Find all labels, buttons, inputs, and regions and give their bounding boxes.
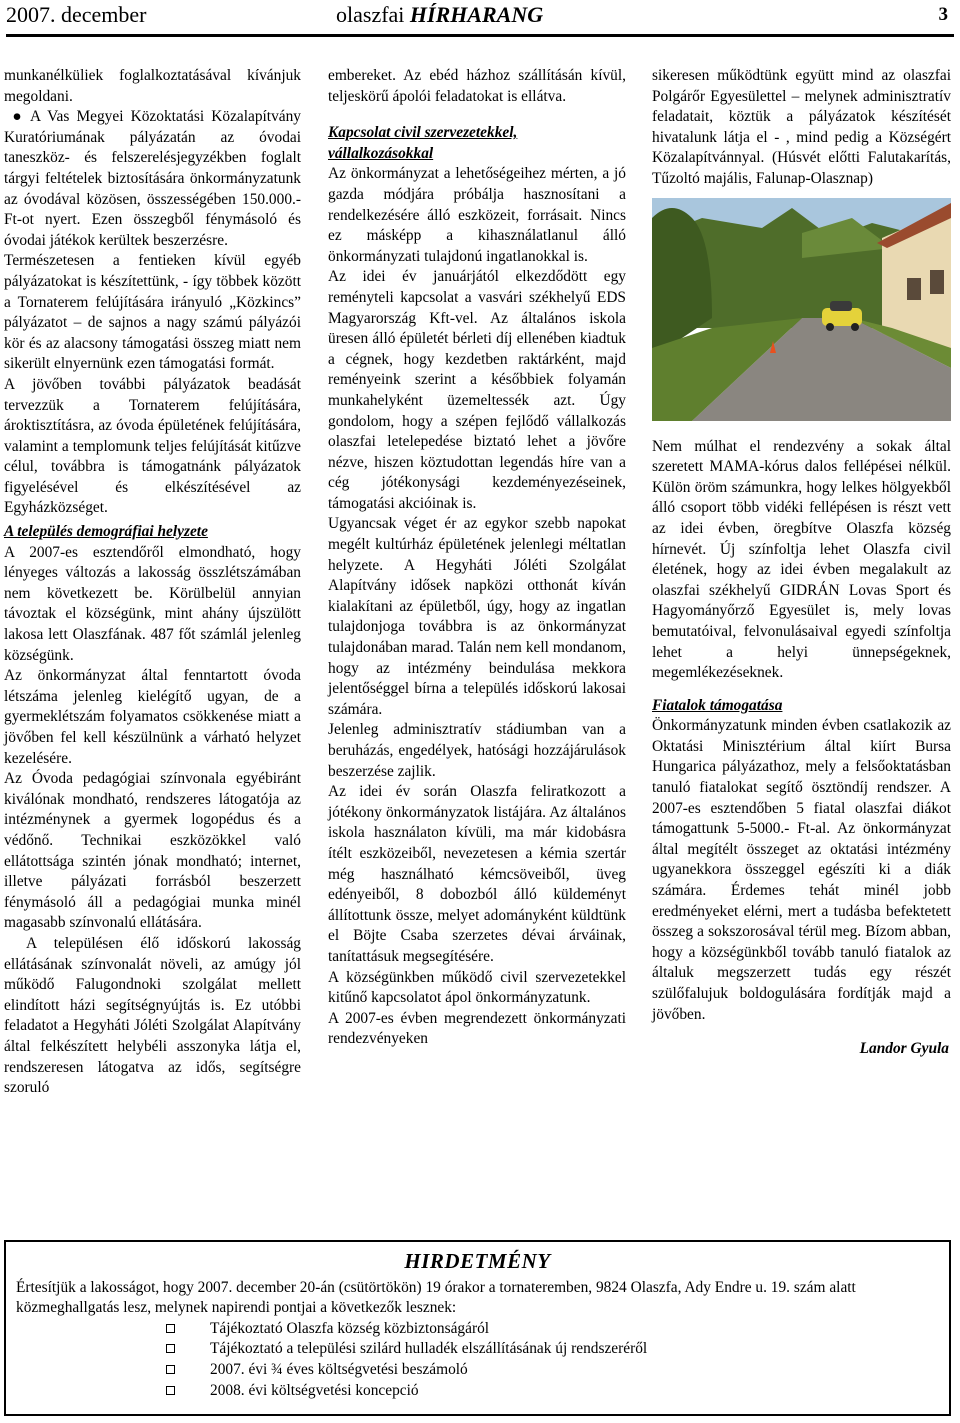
paragraph: Az idei év során Olaszfa feliratkozott a jótékony önkormányzatok listájára. Az általános iskola használaton kívüli, ma már kidobásra ítélt eszközeiből, nevezetesen a kémia szertár még használható kémcsöveiből, üveg edényeiből, 8 dobozból álló küldeményt állítottunk össze, melyet adományként küldtünk el Böjte Csaba szerzetes dévai árváinak, tanítattásuk megsegítésére. <box>328 783 626 965</box>
paragraph: Önkormányzatunk minden évben csatlakozik az Oktatási Minisztérium által kiírt Bursa Hungarica pályázathoz, mely a felsőoktatásban tanuló fiatalokat segítő ösztöndíj rendszer. A 2007-es esztendőben 5 fiatal olaszfai diákot támogattunk 5-5000.- Ft-al. Az önkormányzat által megítélt összeget az oktatási intézmény ugyanekkora összeggel egészíti ki a diák számára. Érdemes tehát minél jobb eredményeket elérni, mert a tudásba befektetett összeg a sokszorosával térül meg. Bízom abban, hogy a községünkből tovább tanuló fiatalok az általuk megszerzett tudás egy részét szülőfalujuk boldogulására fordítják majd a jövőben. <box>652 717 951 1023</box>
agenda-item <box>166 1360 949 1381</box>
agenda-item <box>166 1381 949 1402</box>
agenda-item <box>166 1319 949 1340</box>
announcement-text: Értesítjük a lakosságot, hogy 2007. december 20-án (csütörtökön) 19 órakor a tornateremben, 9824 Olaszfa, Ady Endre u. 19. szám alatt közmeghallgatás lesz, melynek napirendi pontjai a következők lesznek: <box>16 1278 856 1317</box>
section-title: Kapcsolat civil szervezetekkel, vállalkozásokkal <box>328 124 518 162</box>
agenda-item-text: 2008. évi költségvetési koncepció <box>210 1381 419 1399</box>
paragraph: Jelenleg adminisztratív stádiumban van a beruházás, engedélyek, hatósági hozzájárulások beszerzése zajlik. <box>328 721 626 780</box>
paragraph-text: A Vas Megyei Közoktatási Közalapítvány Kuratóriumának pályázatán az óvodai taneszköz- és felszerelésjegyzékben foglalt tárgyi feltételek biztosítására önkormányzatunk az óvodával közösen, összességében 150.000.-Ft-ot nyert. Ezen összegből fénymásoló és óvodai játékok kerültek beszerzésre. <box>4 108 301 249</box>
paragraph: Ugyancsak véget ér az egykor szebb napokat megélt kultúrház épületének jelenlegi méltatlan helyzete. A Hegyháti Jóléti Szolgálat Alapítvány idősek napközi otthonát kíván kialakítani az épületből, úgy, hogy az ingatlan tulajdonjoga továbbra is az önkormányzat tulajdonában marad. Talán nem kell mondanom, hogy az intézmény beindulása mekkora jelentőséggel bírna a település időskorú lakosai számára. <box>328 515 626 718</box>
issue-date: 2007. december <box>6 2 147 27</box>
section-title: Fiatalok támogatása <box>652 696 783 714</box>
column-3 <box>652 66 951 1060</box>
square-bullet-icon <box>166 1324 175 1333</box>
paragraph: A jövőben további pályázatok beadását tervezzük a Tornaterem felújítására, ároktisztításra, az óvoda épületének felújítására, valamint a templomunk teljes felújítását kitűzve célul, továbbra is támogatnánk pályázatok figyelésével és elkészítésével az Egyházközséget. <box>4 375 301 517</box>
page-header <box>6 0 954 37</box>
paragraph: Nem múlhat el rendezvény a sokak által szeretett MAMA-kórus dalos fellépései nélkül. Külön öröm számunkra, hogy lelkes hölgyekből álló csoport több vidéki fellépésen is részt vett az idei évben, öregbítve Olaszfa község hírnevét. Új színfoltja lehet Olaszfa civil életének, hogy az idei évben megalakult az olaszfai székhelyű GIDRÁN Lovas Sport és Hagyományőrző Egyesület is, mely lovas bemutatóival, felvonulásaival egyedi színfoltja lehet a helyi ünnepségeknek, megemlékezéseknek. <box>652 437 951 682</box>
section-title: A település demográfiai helyzete <box>4 523 208 541</box>
paragraph: Az Óvoda pedagógiai színvonala egyébiránt kiválónak mondható, rendszeres látogatója az intézménynek a gyermek logopédus és a védőnő. Technikai eszközökkel való ellátottsága szintén jónak mondható; internet, illetve pályázati forrásból beszerzett fénymásoló áll a pedagógiai munka minél magasabb színvonalú ellátására. <box>4 770 301 932</box>
agenda-item-text: 2007. évi ¾ éves költségvetési beszámoló <box>210 1360 468 1378</box>
paragraph: A 2007-es esztendőről elmondható, hogy lényeges változás a lakosság összlétszámában nem következett be. Körülbelül annyian távoztak el községünk, mint ahány újszülött lakosa lett Olaszfának. 487 főt számlál jelenleg községünk. <box>4 543 301 664</box>
author-signature: Landor Gyula <box>859 1040 949 1058</box>
paragraph: A 2007-es évben megrendezett önkormányzati rendezvényeken <box>328 1009 626 1048</box>
paragraph: Természetesen a fentieken kívül egyéb pályázatokat is készítettünk, - így többek között a Tornaterem felújítására irányuló „Közkincs” pályázatot – de sajnos a nagy számú pályázói kör és az alacsony támogatási összeg miatt nem sikerült elnyernünk ezen támogatási formát. <box>4 252 301 373</box>
page-number: 3 <box>938 4 948 25</box>
column-1 <box>4 66 301 1099</box>
title-prefix: olaszfai <box>336 2 410 27</box>
paragraph: A településen élő időskorú lakosság ellátásának színvonalát növeli, az amúgy jól működő Falugondnoki szolgálat mellett elindított házi segítségnyújtás is. Ez utóbbi feladatot a Hegyháti Jóléti Szolgálat Alapítvány által felkészített helybéli asszonyka látja el, rendszeresen látogatva az idős, segítségre szoruló <box>4 934 301 1097</box>
paragraph: A községünkben működő civil szervezetekkel kitűnő kapcsolatot ápol önkormányzatunk. <box>328 968 626 1007</box>
square-bullet-icon <box>166 1344 175 1353</box>
agenda-item-text: Tájékoztató Olaszfa község közbiztonságáról <box>210 1319 490 1337</box>
paragraph: munkanélküliek foglalkoztatásával kívánjuk megoldani. <box>4 67 301 105</box>
paragraph: Az idei év januárjától elkezdődött egy reményteli kapcsolat a vasvári székhelyű EDS Magyarország Kft-vel. Az általános iskola üresen álló épületét bérleti díj ellenében kiadtuk a cégnek, hogy kezdetben raktárként, majd reményeink szerint a későbbiek folyamán munkahelyként üzemeltessék azt. Úgy gondolom, hogy a szépen fejlődő vállalkozás olaszfai letelepedése biztató lehet a jövőre nézve, hiszen köztudottan legendás híre van a cég jótékonysági kezdeményezéseinek, támogatási akcióinak is. <box>328 268 626 512</box>
newspaper-title <box>336 2 543 28</box>
announcement-title: HIRDETMÉNY <box>404 1249 551 1273</box>
bullet-paragraph <box>4 107 301 251</box>
bullet-dot-icon: ● <box>12 108 22 126</box>
paragraph: Az önkormányzat a lehetőségeihez mérten, a jó gazda módjára próbálja hasznosítani a rendelkezésére álló eszközeit, forrásait. Nincs ez másképp a kihasználatlanul álló önkormányzati tulajdonú ingatlanokkal is. <box>328 165 626 265</box>
paragraph: embereket. Az ebéd házhoz szállításán kívül, teljeskörű ápolói feladatokat is ellátva. <box>328 67 626 105</box>
agenda-item-text: Tájékoztató a települési szilárd hulladék elszállításának új rendszeréről <box>210 1340 648 1358</box>
square-bullet-icon <box>166 1386 175 1395</box>
square-bullet-icon <box>166 1365 175 1374</box>
agenda-item <box>166 1339 949 1360</box>
announcement-box <box>4 1240 951 1416</box>
paragraph: Az önkormányzat által fenntartott óvoda létszáma jelenleg kielégítő ugyan, de a gyermeklétszám folyamatos csökkenése miatt a jövőben fel kell készülnünk a várható helyzet kezelésére. <box>4 667 301 767</box>
agenda-list <box>6 1319 949 1401</box>
title-name: HÍRHARANG <box>409 2 544 27</box>
rally-car-photo <box>652 198 951 421</box>
paragraph: sikeresen működtünk együtt mind az olaszfai Polgárőr Egyesülettel – melynek adminisztratív feladatait, köztük a pályázatok készítését hivatalunk látja el - , mind pedig a Községért Közalapítvánnyal. (Húsvét előtti Falutakarítás, Tűzoltó majális, Falunap-Olasznap) <box>652 67 951 187</box>
column-2 <box>328 66 626 1050</box>
